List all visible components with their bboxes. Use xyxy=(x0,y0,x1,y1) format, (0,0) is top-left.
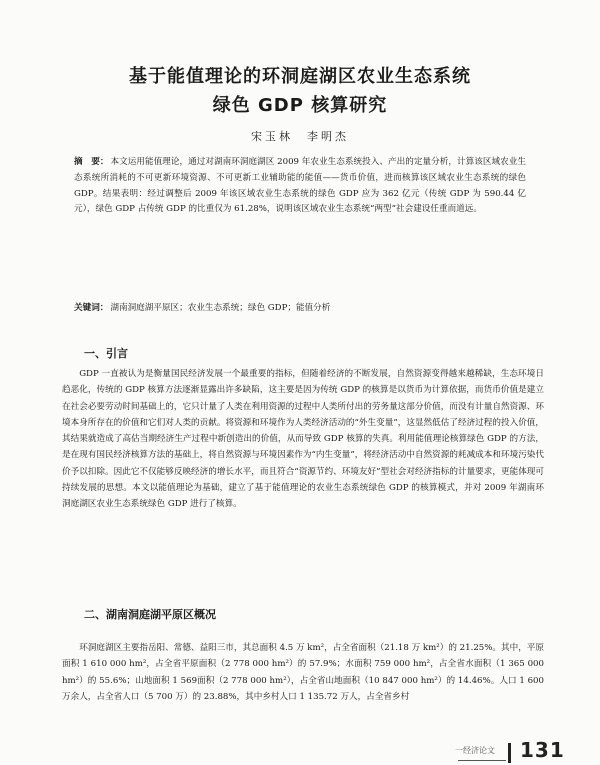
section-heading-introduction: 一、引言 xyxy=(84,347,128,360)
journal-footer-label: 一经济论文 xyxy=(455,746,495,755)
keywords-block xyxy=(74,301,526,315)
paper-authors: 宋玉林 李明杰 xyxy=(251,130,349,143)
section-heading-overview: 二、湖南洞庭湖平原区概况 xyxy=(84,608,216,621)
abstract-label: 摘 要： xyxy=(74,157,109,167)
page-number: 131 xyxy=(520,738,565,762)
abstract-text: 本文运用能值理论，通过对湖南环洞庭湖区 2009 年农业生态系统投入、产出的定量分析，计算该区域农业生态系统所消耗的不可更新环境资源、不可更新工业辅助能的能值——货币价值，进而核算该区域农业生态系统的绿色 GDP。结果表明：经过调整后 2009 年该区域农业生态系统的绿色 GDP 应为 362 亿元（传统 GDP 为 590.44 亿元），绿色 GDP 占传统 GDP 的比重仅为 61.28%，说明该区域农业生态系统“两型”社会建设任重而道远。 xyxy=(74,157,526,215)
keywords-label: 关键词： xyxy=(74,303,109,313)
paper-title-line-2: 绿色 GDP 核算研究 xyxy=(212,95,388,116)
footer-rule xyxy=(458,760,506,761)
section-introduction-paragraph: GDP 一直被认为是衡量国民经济发展一个最重要的指标，但随着经济的不断发展，自然资源变得越来越稀缺，生态环境日趋恶化，传统的 GDP 核算方法逐渐显露出许多缺陷，这主要是因为传统 GDP 的核算是以货币为计算依据，而货币价值是建立在社会必要劳动时间基础上的，它只计量了人类在利用资源的过程中人类所付出的劳务量这部分价值，而没有计量自然资源、环境本身所存在的价值和它们对人类的贡献。将资源和环境作为人类经济活动的“外生变量”，这显然低估了经济过程的投入价值，其结果就造成了高估当期经济生产过程中新创造出的价值，从而导致 GDP 核算的失真。利用能值理论核算绿色 GDP 的方法，是在现有国民经济核算方法的基础上，将自然资源与环境因素作为“内生变量”，将经济活动中自然资源的耗减成本和环境污染代价予以扣除。因此它不仅能够反映经济的增长水平，而且符合“资源节约、环境友好”型社会对经济指标的计量要求，更能体现可持续发展的思想。本文以能值理论为基础，建立了基于能值理论的农业生态系统绿色 GDP 的核算模式，并对 2009 年湖南环洞庭湖区农业生态系统绿色 GDP 进行了核算。 xyxy=(62,369,544,510)
page-number-bar xyxy=(508,743,511,763)
abstract-block xyxy=(74,155,526,218)
section-overview-paragraph: 环洞庭湖区主要指岳阳、常德、益阳三市，其总面积 4.5 万 km²，占全省面积（21.18 万 km²）的 21.25%。其中，平原面积 1 610 000 hm²，占全省平原面积（2 778 000 hm²）的 57.9%；水面积 759 000 hm²，占全省水面积（1 365 000 hm²）的 55.6%；山地面积 1 569面积（2 778 000 hm²），占全省山地面积（10 847 000 hm²）的 14.46%。人口 1 600 万余人，占全省人口（5 700 万）的 23.88%，其中乡村人口 1 135.72 万人，占全省乡村 xyxy=(62,643,544,702)
keywords-text: 湖南洞庭湖平原区；农业生态系统；绿色 GDP；能值分析 xyxy=(110,303,331,313)
paper-title-line-1: 基于能值理论的环洞庭湖区农业生态系统 xyxy=(129,66,471,87)
